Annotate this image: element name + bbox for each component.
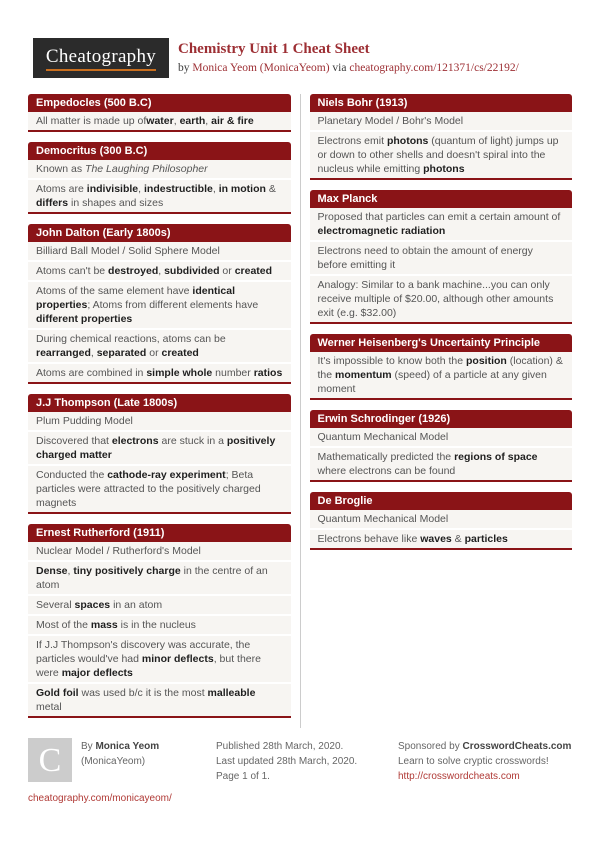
card-row — [28, 464, 291, 512]
bold-text: momentum — [335, 369, 392, 381]
bold-text: different properties — [36, 313, 133, 325]
footer-author — [81, 738, 159, 782]
text: Electrons behave like — [317, 533, 421, 545]
sponsor-line — [398, 739, 572, 754]
card-row — [310, 446, 573, 480]
text: , — [138, 183, 144, 195]
card-row — [310, 112, 573, 130]
bold-text: identical properties — [36, 285, 236, 311]
bold-text: created — [234, 265, 273, 277]
bold-text: major deflects — [61, 667, 133, 679]
text: Billiard Ball Model / Solid Sphere Model — [36, 245, 220, 257]
source-link[interactable]: cheatography.com/121371/cs/22192/ — [349, 62, 519, 74]
bold-text: simple whole — [146, 367, 213, 379]
text: where electrons can be found — [317, 465, 456, 477]
last-updated-date: Last updated 28th March, 2020. — [216, 756, 358, 767]
card-title: Niels Bohr (1913) — [310, 94, 573, 112]
bold-text: regions of space — [454, 451, 538, 463]
bold-text: subdivided — [164, 265, 220, 277]
by-label: By — [81, 741, 96, 752]
card-title: Max Planck — [310, 190, 573, 208]
bold-text: mass — [90, 619, 118, 631]
footer-sponsor-section — [398, 738, 572, 806]
page-title: Chemistry Unit 1 Cheat Sheet — [178, 41, 370, 57]
sponsor-name[interactable]: CrosswordCheats.com — [462, 741, 572, 752]
bold-text: cathode-ray experiment — [107, 469, 226, 481]
text: Atoms are combined in — [36, 367, 147, 379]
text: is in the nucleus — [117, 619, 196, 631]
text: , — [158, 265, 165, 277]
text: All matter is made up of — [36, 115, 147, 127]
text: or — [146, 347, 162, 359]
bold-text: electromagnetic radiation — [317, 225, 446, 237]
text: , — [212, 183, 219, 195]
card-row — [28, 634, 291, 682]
card-row — [28, 328, 291, 362]
profile-link[interactable]: cheatography.com/monicayeom/ — [28, 793, 172, 804]
card-row — [310, 274, 573, 322]
text: Discovered that — [36, 435, 112, 447]
page-header — [28, 38, 572, 78]
text: Several — [36, 599, 75, 611]
sponsor-tagline: Learn to solve cryptic crosswords! — [398, 756, 549, 767]
bold-text: earth — [179, 115, 206, 127]
card-row — [28, 160, 291, 178]
card-werner-heisenberg-s-uncertainty-principle — [310, 334, 573, 400]
card-row — [310, 208, 573, 240]
text: ; Beta particles were attracted to the positively charged magnets — [36, 469, 261, 509]
bold-text: minor deflects — [141, 653, 214, 665]
card-democritus-300-b-c — [28, 142, 291, 214]
card-row — [310, 510, 573, 528]
column-right — [300, 94, 573, 728]
author-link[interactable]: Monica Yeom (MonicaYeom) — [192, 62, 330, 74]
text: Atoms of the same element have — [36, 285, 193, 297]
card-row — [28, 242, 291, 260]
bold-text: electrons — [111, 435, 159, 447]
bold-text: photons — [386, 135, 429, 147]
card-title: Erwin Schrodinger (1926) — [310, 410, 573, 428]
byline — [178, 62, 519, 74]
page-footer — [28, 738, 572, 806]
text: It's impossible to know both the — [317, 355, 466, 367]
bold-text: position — [466, 355, 507, 367]
card-title: J.J Thompson (Late 1800s) — [28, 394, 291, 412]
italic-text: The Laughing Philosopher — [85, 163, 208, 175]
bold-text: Dense — [36, 565, 68, 577]
sponsor-link[interactable]: http://crosswordcheats.com — [398, 771, 520, 782]
text: , — [205, 115, 212, 127]
card-de-broglie — [310, 492, 573, 550]
card-title: Ernest Rutherford (1911) — [28, 524, 291, 542]
footer-author-row — [28, 738, 216, 782]
card-row — [28, 260, 291, 280]
text: Most of the — [36, 619, 91, 631]
card-ernest-rutherford-1911 — [28, 524, 291, 718]
text: Quantum Mechanical Model — [317, 513, 449, 525]
card-title: De Broglie — [310, 492, 573, 510]
text: Conducted the — [36, 469, 108, 481]
bold-text: created — [161, 347, 199, 359]
card-row — [28, 280, 291, 328]
text: Known as — [36, 163, 86, 175]
card-row — [28, 614, 291, 634]
bold-text: ratios — [253, 367, 283, 379]
text: Nuclear Model / Rutherford's Model — [36, 545, 201, 557]
avatar-letter: C — [38, 741, 62, 779]
card-row — [28, 412, 291, 430]
text: Quantum Mechanical Model — [317, 431, 449, 443]
text: , but there were — [36, 653, 261, 679]
bold-text: photons — [423, 163, 465, 175]
card-row — [28, 112, 291, 130]
text: During chemical reactions, atoms can be — [36, 333, 226, 345]
byline-prefix: by — [178, 62, 193, 74]
card-row — [28, 362, 291, 382]
bold-text: tiny positively charge — [73, 565, 181, 577]
card-john-dalton-early-1800s — [28, 224, 291, 384]
text: Plum Pudding Model — [36, 415, 133, 427]
bold-text: separated — [96, 347, 147, 359]
card-row — [28, 594, 291, 614]
page-number: Page 1 of 1. — [216, 771, 270, 782]
card-row — [28, 430, 291, 464]
card-title: Empedocles (500 B.C) — [28, 94, 291, 112]
bold-text: Gold foil — [36, 687, 79, 699]
card-row — [310, 528, 573, 548]
card-row — [310, 352, 573, 398]
sponsor-prefix: Sponsored by — [398, 741, 463, 752]
card-row — [310, 240, 573, 274]
text: , — [67, 565, 74, 577]
bold-text: malleable — [207, 687, 256, 699]
text: in an atom — [110, 599, 163, 611]
card-row — [310, 428, 573, 446]
card-title: Werner Heisenberg's Uncertainty Principle — [310, 334, 573, 352]
published-date: Published 28th March, 2020. — [216, 741, 344, 752]
card-row — [28, 542, 291, 560]
footer-author-section — [28, 738, 216, 806]
text: (speed) of a particle at any given moment — [317, 369, 547, 395]
card-title: Democritus (300 B.C) — [28, 142, 291, 160]
footer-publish-info — [216, 738, 398, 806]
bold-text: rearranged — [36, 347, 91, 359]
text: Planetary Model / Bohr's Model — [317, 115, 464, 127]
author-name: Monica Yeom — [95, 741, 160, 752]
text: Electrons need to obtain the amount of energy before emitting it — [317, 245, 533, 271]
author-handle: (MonicaYeom) — [81, 756, 146, 767]
card-j-j-thompson-late-1800s — [28, 394, 291, 514]
text: (quantum of light) jumps up or down to other shells and doesn't spiral into the nucleus while emitting — [317, 135, 559, 175]
text: are stuck in a — [158, 435, 227, 447]
content-columns — [28, 94, 572, 728]
byline-via: via — [329, 62, 350, 74]
bold-text: particles — [464, 533, 508, 545]
bold-text: spaces — [74, 599, 111, 611]
text: in shapes and sizes — [68, 197, 164, 209]
text: Proposed that particles can emit a certain amount of — [317, 211, 561, 223]
card-row — [310, 130, 573, 178]
text: was used b/c it is the most — [78, 687, 208, 699]
text: or — [219, 265, 235, 277]
bold-text: indestructible — [143, 183, 213, 195]
text: Mathematically predicted the — [317, 451, 455, 463]
card-niels-bohr-1913 — [310, 94, 573, 180]
card-row — [28, 682, 291, 716]
text: & — [451, 533, 465, 545]
card-title: John Dalton (Early 1800s) — [28, 224, 291, 242]
bold-text: indivisible — [86, 183, 139, 195]
text: , — [173, 115, 180, 127]
card-row — [28, 560, 291, 594]
card-row — [28, 178, 291, 212]
text: Atoms can't be — [36, 265, 109, 277]
text: Electrons emit — [317, 135, 387, 147]
text: & — [265, 183, 276, 195]
card-empedocles-500-b-c — [28, 94, 291, 132]
column-left — [28, 94, 291, 728]
card-erwin-schrodinger-1926 — [310, 410, 573, 482]
text: If J.J Thompson's discovery was accurate, the particles would've had — [36, 639, 251, 665]
header-text — [178, 38, 519, 74]
avatar[interactable] — [28, 738, 72, 782]
text: Analogy: Similar to a bank machine...you can only receive multiple of $20.00, although other amounts exit (e.g. $32.00) — [317, 279, 554, 319]
bold-text: differs — [36, 197, 69, 209]
text: (location) & the — [317, 355, 563, 381]
bold-text: positively charged matter — [36, 435, 276, 461]
cheatography-logo[interactable] — [33, 38, 169, 78]
text: Atoms are — [36, 183, 87, 195]
bold-text: destroyed — [108, 265, 159, 277]
bold-text: waves — [420, 533, 452, 545]
text: metal — [36, 701, 62, 713]
text: number — [212, 367, 254, 379]
text: ; Atoms from different elements have — [87, 299, 259, 311]
text: in the centre of an atom — [36, 565, 268, 591]
cheatography-logo-text: Cheatography — [46, 46, 156, 71]
card-max-planck — [310, 190, 573, 324]
bold-text: water — [146, 115, 174, 127]
bold-text: in motion — [218, 183, 266, 195]
text: , — [90, 347, 97, 359]
bold-text: air & fire — [211, 115, 254, 127]
